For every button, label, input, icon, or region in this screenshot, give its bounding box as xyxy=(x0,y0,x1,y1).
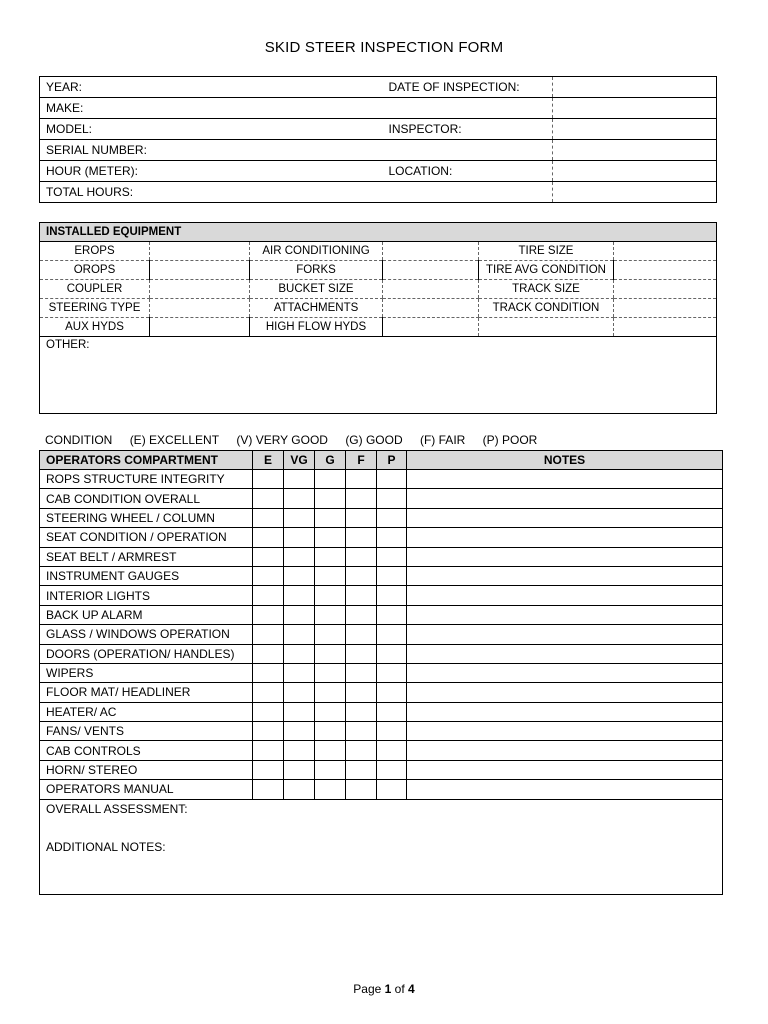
rating-cell-g[interactable] xyxy=(315,625,346,644)
equipment-label: COUPLER xyxy=(40,280,150,299)
inspection-item-label: SEAT CONDITION / OPERATION xyxy=(40,528,253,547)
equipment-label: TRACK SIZE xyxy=(479,280,614,299)
notes-cell[interactable] xyxy=(407,489,723,508)
table-row xyxy=(40,663,723,682)
rating-cell-e[interactable] xyxy=(253,547,284,566)
rating-cell-p[interactable] xyxy=(377,470,407,489)
rating-cell-e[interactable] xyxy=(253,566,284,585)
notes-cell[interactable] xyxy=(407,644,723,663)
rating-header-e: E xyxy=(253,451,284,470)
table-row xyxy=(40,683,723,702)
table-row xyxy=(40,722,723,741)
form-title: SKID STEER INSPECTION FORM xyxy=(264,39,504,56)
equipment-label: TRACK CONDITION xyxy=(479,299,614,318)
total-hours-field[interactable] xyxy=(553,182,717,203)
rating-cell-vg[interactable] xyxy=(284,566,315,585)
equipment-value-field[interactable] xyxy=(383,261,479,280)
inspection-item-label: WIPERS xyxy=(40,663,253,682)
equipment-label xyxy=(479,318,614,337)
rating-cell-f[interactable] xyxy=(346,528,377,547)
other-label: OTHER: xyxy=(46,339,90,351)
equipment-label: AIR CONDITIONING xyxy=(250,242,383,261)
equipment-value-field[interactable] xyxy=(383,299,479,318)
rating-cell-e[interactable] xyxy=(253,489,284,508)
rating-cell-vg[interactable] xyxy=(284,683,315,702)
rating-cell-vg[interactable] xyxy=(284,470,315,489)
equipment-label: EROPS xyxy=(40,242,150,261)
notes-cell[interactable] xyxy=(407,547,723,566)
vehicle-info-table xyxy=(39,76,717,203)
notes-cell[interactable] xyxy=(407,663,723,682)
rating-cell-p[interactable] xyxy=(377,722,407,741)
current-page: 1 xyxy=(384,982,392,996)
overall-assessment-label: OVERALL ASSESSMENT: xyxy=(46,801,188,816)
inspector-label: INSPECTOR: xyxy=(383,119,553,140)
rating-cell-e[interactable] xyxy=(253,528,284,547)
rating-cell-e[interactable] xyxy=(253,760,284,779)
rating-cell-p[interactable] xyxy=(377,547,407,566)
make-label: MAKE: xyxy=(40,98,383,119)
inspection-item-label: OPERATORS MANUAL xyxy=(40,780,253,799)
condition-legend xyxy=(45,433,551,447)
equipment-value-field[interactable] xyxy=(614,299,717,318)
rating-cell-vg[interactable] xyxy=(284,722,315,741)
rating-cell-e[interactable] xyxy=(253,741,284,760)
rating-header-f: F xyxy=(346,451,377,470)
rating-cell-f[interactable] xyxy=(346,566,377,585)
rating-cell-vg[interactable] xyxy=(284,528,315,547)
rating-cell-p[interactable] xyxy=(377,780,407,799)
rating-cell-p[interactable] xyxy=(377,644,407,663)
equipment-label: ATTACHMENTS xyxy=(250,299,383,318)
rating-cell-g[interactable] xyxy=(315,566,346,585)
rating-cell-vg[interactable] xyxy=(284,605,315,624)
rating-cell-f[interactable] xyxy=(346,625,377,644)
table-row xyxy=(40,760,723,779)
notes-header: NOTES xyxy=(407,451,723,470)
footer-of: of xyxy=(391,982,409,996)
model-label: MODEL: xyxy=(40,119,383,140)
inspection-item-label: SEAT BELT / ARMREST xyxy=(40,547,253,566)
rating-cell-f[interactable] xyxy=(346,741,377,760)
rating-cell-g[interactable] xyxy=(315,760,346,779)
footer-prefix: Page xyxy=(353,982,385,996)
equipment-value-field[interactable] xyxy=(383,318,479,337)
legend-good: (G) GOOD xyxy=(345,433,403,447)
table-row xyxy=(40,780,723,799)
equipment-label: TIRE SIZE xyxy=(479,242,614,261)
notes-cell[interactable] xyxy=(407,528,723,547)
inspection-item-label: BACK UP ALARM xyxy=(40,605,253,624)
rating-cell-vg[interactable] xyxy=(284,741,315,760)
rating-cell-f[interactable] xyxy=(346,547,377,566)
operators-compartment-table xyxy=(39,450,723,895)
year-label: YEAR: xyxy=(40,77,383,98)
equipment-value-field[interactable] xyxy=(150,280,250,299)
rating-cell-p[interactable] xyxy=(377,605,407,624)
rating-cell-g[interactable] xyxy=(315,702,346,721)
equipment-label: BUCKET SIZE xyxy=(250,280,383,299)
rating-cell-e[interactable] xyxy=(253,605,284,624)
rating-cell-f[interactable] xyxy=(346,722,377,741)
rating-cell-f[interactable] xyxy=(346,702,377,721)
rating-cell-g[interactable] xyxy=(315,586,346,605)
page-footer xyxy=(0,982,768,996)
legend-condition: CONDITION xyxy=(45,433,113,447)
rating-cell-vg[interactable] xyxy=(284,644,315,663)
rating-header-p: P xyxy=(377,451,407,470)
rating-cell-vg[interactable] xyxy=(284,760,315,779)
rating-cell-vg[interactable] xyxy=(284,702,315,721)
rating-cell-f[interactable] xyxy=(346,489,377,508)
table-row xyxy=(40,605,723,624)
rating-cell-p[interactable] xyxy=(377,566,407,585)
other-equipment-field[interactable] xyxy=(40,337,717,414)
make-field[interactable] xyxy=(553,98,717,119)
inspection-item-label: ROPS STRUCTURE INTEGRITY xyxy=(40,470,253,489)
table-row xyxy=(40,566,723,585)
rating-cell-e[interactable] xyxy=(253,586,284,605)
table-row xyxy=(40,489,723,508)
inspection-item-label: GLASS / WINDOWS OPERATION xyxy=(40,625,253,644)
table-row xyxy=(40,547,723,566)
installed-equipment-header: INSTALLED EQUIPMENT xyxy=(40,223,717,242)
rating-cell-e[interactable] xyxy=(253,625,284,644)
notes-cell[interactable] xyxy=(407,470,723,489)
rating-cell-p[interactable] xyxy=(377,489,407,508)
legend-excellent: (E) EXCELLENT xyxy=(129,433,220,447)
rating-cell-f[interactable] xyxy=(346,780,377,799)
rating-cell-g[interactable] xyxy=(315,605,346,624)
rating-cell-g[interactable] xyxy=(315,508,346,527)
notes-cell[interactable] xyxy=(407,741,723,760)
equipment-value-field[interactable] xyxy=(614,261,717,280)
equipment-value-field[interactable] xyxy=(614,280,717,299)
notes-cell[interactable] xyxy=(407,566,723,585)
rating-cell-p[interactable] xyxy=(377,741,407,760)
rating-cell-g[interactable] xyxy=(315,741,346,760)
rating-cell-g[interactable] xyxy=(315,780,346,799)
rating-cell-g[interactable] xyxy=(315,663,346,682)
location-label: LOCATION: xyxy=(383,161,553,182)
total-hours-label: TOTAL HOURS: xyxy=(46,185,134,199)
rating-cell-g[interactable] xyxy=(315,644,346,663)
table-row xyxy=(40,644,723,663)
date-of-inspection-field[interactable] xyxy=(553,77,717,98)
table-row xyxy=(40,528,723,547)
legend-very-good: (V) VERY GOOD xyxy=(236,433,328,447)
rating-cell-p[interactable] xyxy=(377,702,407,721)
notes-cell[interactable] xyxy=(407,683,723,702)
inspection-item-label: DOORS (OPERATION/ HANDLES) xyxy=(40,644,253,663)
rating-cell-g[interactable] xyxy=(315,722,346,741)
equipment-label: TIRE AVG CONDITION xyxy=(479,261,614,280)
notes-cell[interactable] xyxy=(407,605,723,624)
table-row xyxy=(40,508,723,527)
notes-cell[interactable] xyxy=(407,508,723,527)
notes-cell[interactable] xyxy=(407,780,723,799)
serial-number-label: SERIAL NUMBER: xyxy=(40,140,383,161)
inspection-item-label: FANS/ VENTS xyxy=(40,722,253,741)
inspection-item-label: HORN/ STEREO xyxy=(40,760,253,779)
total-pages: 4 xyxy=(408,982,415,996)
hour-meter-label: HOUR (METER): xyxy=(40,161,383,182)
table-row xyxy=(40,702,723,721)
rating-cell-g[interactable] xyxy=(315,470,346,489)
inspection-item-label: FLOOR MAT/ HEADLINER xyxy=(40,683,253,702)
equipment-value-field[interactable] xyxy=(614,318,717,337)
rating-cell-vg[interactable] xyxy=(284,780,315,799)
notes-cell[interactable] xyxy=(407,586,723,605)
rating-cell-e[interactable] xyxy=(253,702,284,721)
rating-cell-e[interactable] xyxy=(253,644,284,663)
rating-cell-p[interactable] xyxy=(377,586,407,605)
equipment-value-field[interactable] xyxy=(614,242,717,261)
table-row xyxy=(40,470,723,489)
inspection-item-label: CAB CONDITION OVERALL xyxy=(40,489,253,508)
rating-cell-f[interactable] xyxy=(346,663,377,682)
date-of-inspection-label: DATE OF INSPECTION: xyxy=(383,77,553,98)
rating-cell-vg[interactable] xyxy=(284,508,315,527)
legend-poor: (P) POOR xyxy=(482,433,538,447)
rating-cell-g[interactable] xyxy=(315,683,346,702)
equipment-value-field[interactable] xyxy=(383,280,479,299)
equipment-label: OROPS xyxy=(40,261,150,280)
rating-cell-f[interactable] xyxy=(346,508,377,527)
inspection-item-label: CAB CONTROLS xyxy=(40,741,253,760)
additional-notes-label: ADDITIONAL NOTES: xyxy=(46,839,166,854)
rating-header-g: G xyxy=(315,451,346,470)
rating-cell-e[interactable] xyxy=(253,780,284,799)
rating-cell-f[interactable] xyxy=(346,470,377,489)
rating-cell-vg[interactable] xyxy=(284,625,315,644)
rating-cell-e[interactable] xyxy=(253,683,284,702)
legend-fair: (F) FAIR xyxy=(419,433,466,447)
equipment-value-field[interactable] xyxy=(150,299,250,318)
assessment-notes-field[interactable] xyxy=(40,799,723,894)
inspection-item-label: INSTRUMENT GAUGES xyxy=(40,566,253,585)
inspection-item-label: STEERING WHEEL / COLUMN xyxy=(40,508,253,527)
inspection-item-label: INTERIOR LIGHTS xyxy=(40,586,253,605)
rating-cell-f[interactable] xyxy=(346,644,377,663)
equipment-label: AUX HYDS xyxy=(65,321,124,333)
rating-cell-p[interactable] xyxy=(377,508,407,527)
rating-cell-f[interactable] xyxy=(346,605,377,624)
rating-cell-f[interactable] xyxy=(346,760,377,779)
rating-cell-vg[interactable] xyxy=(284,489,315,508)
rating-cell-p[interactable] xyxy=(377,760,407,779)
notes-cell[interactable] xyxy=(407,702,723,721)
rating-cell-e[interactable] xyxy=(253,470,284,489)
rating-cell-p[interactable] xyxy=(377,663,407,682)
table-row xyxy=(40,741,723,760)
location-field[interactable] xyxy=(553,161,717,182)
rating-cell-e[interactable] xyxy=(253,663,284,682)
rating-cell-vg[interactable] xyxy=(284,663,315,682)
rating-cell-f[interactable] xyxy=(346,586,377,605)
table-row xyxy=(40,625,723,644)
notes-cell[interactable] xyxy=(407,722,723,741)
rating-cell-g[interactable] xyxy=(315,489,346,508)
rating-header-vg: VG xyxy=(284,451,315,470)
rating-cell-vg[interactable] xyxy=(284,547,315,566)
equipment-label: FORKS xyxy=(250,261,383,280)
equipment-value-field[interactable] xyxy=(150,261,250,280)
equipment-label: STEERING TYPE xyxy=(40,299,150,318)
equipment-label: HIGH FLOW HYDS xyxy=(250,318,383,337)
inspector-field[interactable] xyxy=(553,119,717,140)
rating-cell-p[interactable] xyxy=(377,683,407,702)
serial-number-field[interactable] xyxy=(553,140,717,161)
rating-cell-e[interactable] xyxy=(253,722,284,741)
equipment-value-field[interactable] xyxy=(150,242,250,261)
equipment-value-field[interactable] xyxy=(383,242,479,261)
rating-cell-e[interactable] xyxy=(253,508,284,527)
rating-cell-g[interactable] xyxy=(315,528,346,547)
equipment-value-field[interactable] xyxy=(150,318,250,337)
rating-cell-p[interactable] xyxy=(377,528,407,547)
inspection-item-label: HEATER/ AC xyxy=(40,702,253,721)
rating-cell-vg[interactable] xyxy=(284,586,315,605)
rating-cell-f[interactable] xyxy=(346,683,377,702)
operators-compartment-header: OPERATORS COMPARTMENT xyxy=(40,451,253,470)
installed-equipment-table xyxy=(39,222,717,414)
rating-cell-p[interactable] xyxy=(377,625,407,644)
notes-cell[interactable] xyxy=(407,760,723,779)
rating-cell-g[interactable] xyxy=(315,547,346,566)
table-row xyxy=(40,586,723,605)
notes-cell[interactable] xyxy=(407,625,723,644)
